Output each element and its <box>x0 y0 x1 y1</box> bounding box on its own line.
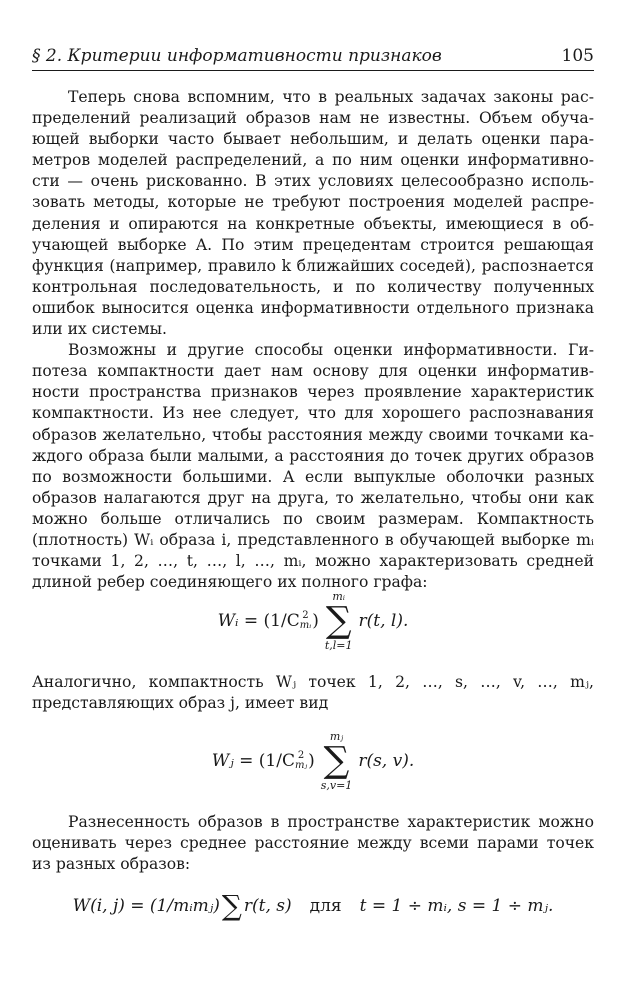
wi-coef-close: ) <box>312 611 319 631</box>
wi-sum-upper: mᵢ <box>332 590 346 603</box>
wi-term: r(t, l). <box>358 611 409 631</box>
wi-lhs: Wᵢ <box>217 611 239 631</box>
sum-sign-wij: ∑ <box>221 889 242 922</box>
wi-sum-lower: t,l=1 <box>324 639 353 652</box>
wi-coef: (1/C <box>263 611 300 631</box>
wj-lhs: Wⱼ <box>211 751 234 771</box>
page-number: 105 <box>561 46 594 66</box>
text-block-1 <box>32 87 594 593</box>
wj-term: r(s, v). <box>358 751 415 771</box>
wj-c-sub: mⱼ <box>294 760 308 771</box>
text-block-2 <box>32 672 594 714</box>
wi-c-sub: mᵢ <box>299 620 312 631</box>
paragraph-2: Возможны и другие способы оценки информативности. Гипотеза компактности дает нам основу для оценки информативности пространства признаков через проявление характеристик компактности. Из нее следует, что для хорошего распознавания образов желательно, чтобы расстояния между своими точками каждого образа были малыми, а расстояния до точек других образов по возможности большими. А если выпуклые оболочки разных образов налагаются друг на друга, то желательно, чтобы они как можно больше отличались по своим размерам. Компактность (плотность) Wᵢ образа i, представленного в обучающей выборке mᵢ точками 1, 2, …, t, …, l, …, mᵢ, можно характеризовать средней длиной ребер соединяющего их полного графа: <box>32 341 594 592</box>
wij-word: для <box>309 896 342 916</box>
sum-sign-wi: mᵢ ∑ t,l=1 <box>324 590 353 652</box>
wj-c-sup: 2 <box>297 750 305 761</box>
running-head <box>32 46 594 71</box>
section-title: § 2. Критерии информативности признаков <box>32 46 442 66</box>
wj-coef-close: ) <box>308 751 315 771</box>
formula-wj: Wⱼ = (1/C 2 mⱼ ) mⱼ ∑ s,v=1 r(s, v). <box>211 730 415 792</box>
wj-sum-lower: s,v=1 <box>320 779 353 792</box>
paragraph-3: Аналогично, компактность Wⱼ точек 1, 2, …, s, …, v, …, mⱼ, представляющих образ j, имеет вид <box>32 673 594 713</box>
wij-term: r(t, s) <box>243 896 292 916</box>
sum-sign-wj: mⱼ ∑ s,v=1 <box>320 730 353 792</box>
paragraph-1: Теперь снова вспомним, что в реальных задачах законы распределений реализаций образов нам не известны. Объем обучающей выборки часто бывает небольшим, и делать оценки параметров моделей распределений, а по ним оценки информативности — очень рискованно. В этих условиях целесообразно использовать методы, которые не требуют построения моделей распределения и опираются на конкретные объекты, имеющиеся в обучающей выборке A. По этим прецедентам строится решающая функция (например, правило k ближайших соседей), распознается контрольная последовательность, и по количеству полученных ошибок выносится оценка информативности отдельного признака или их системы. <box>32 88 594 339</box>
formula-wi: Wᵢ = (1/C 2 mᵢ ) mᵢ ∑ t,l=1 r(t, l). <box>217 590 409 652</box>
text-block-3 <box>32 812 594 875</box>
wj-coef: (1/C <box>258 751 295 771</box>
wij-range: t = 1 ÷ mᵢ, s = 1 ÷ mⱼ. <box>359 896 554 916</box>
wij-lhs: W(i, j) = (1/mᵢmⱼ) <box>72 896 220 916</box>
wj-sum-upper: mⱼ <box>329 730 344 743</box>
wi-c-sup: 2 <box>302 610 309 621</box>
formula-wij <box>32 889 594 922</box>
paragraph-4: Разнесенность образов в пространстве характеристик можно оценивать через среднее расстояние между всеми парами точек из разных образов: <box>32 813 594 874</box>
